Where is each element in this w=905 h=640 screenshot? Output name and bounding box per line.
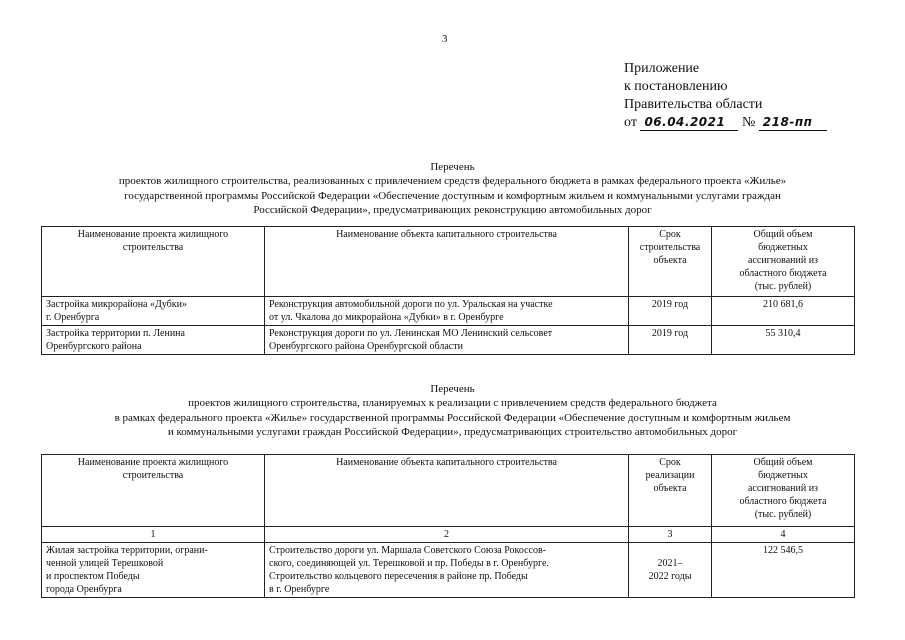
section2-title-line: в рамках федерального проекта «Жилье» государственной программы Российской Федерации «Обеспечение доступным и комфортным жильем <box>114 411 791 424</box>
cell-project: Застройка территории п. Ленина Оренбургского района <box>42 326 265 355</box>
column-number: 2 <box>265 527 629 543</box>
section2-heading: Перечень <box>430 383 475 395</box>
page-number: 3 <box>442 33 448 45</box>
cell-object: Реконструкция автомобильной дороги по ул. Уральская на участке от ул. Чкалова до микрорайона «Дубки» в г. Оренбурге <box>265 297 629 326</box>
cell-term: 2019 год <box>629 326 712 355</box>
table-row <box>42 297 855 326</box>
column-number: 1 <box>42 527 265 543</box>
column-header-project: Наименование проекта жилищного строительства <box>42 227 265 297</box>
column-number-row <box>42 527 855 543</box>
approval-date-line <box>624 114 827 132</box>
column-header-object: Наименование объекта капитального строительства <box>265 227 629 297</box>
section2-table <box>41 454 855 598</box>
approval-number: 218-пп <box>759 115 827 131</box>
column-header-object: Наименование объекта капитального строительства <box>265 455 629 527</box>
section1-heading: Перечень <box>430 161 475 173</box>
column-header-term: Срок реализации объекта <box>629 455 712 527</box>
section2-title <box>20 382 885 439</box>
column-header-term: Срок строительства объекта <box>629 227 712 297</box>
cell-amount: 210 681,6 <box>712 297 855 326</box>
cell-object: Реконструкция дороги по ул. Ленинская МО Ленинский сельсовет Оренбургского района Оренбургской области <box>265 326 629 355</box>
cell-project: Застройка микрорайона «Дубки» г. Оренбурга <box>42 297 265 326</box>
section1-title-line: проектов жилищного строительства, реализованных с привлечением средств федерального бюджета в рамках федерального проекта «Жилье» <box>118 175 787 188</box>
cell-amount: 122 546,5 <box>712 543 855 598</box>
section1-title <box>20 160 885 217</box>
approval-line-3: Правительства области <box>624 96 763 112</box>
cell-term: 2021– 2022 годы <box>629 543 712 598</box>
section1-title-line: государственной программы Российской Федерации «Обеспечение доступным и комфортным жильем и коммунальными услугами граждан <box>124 189 781 202</box>
table-row <box>42 326 855 355</box>
column-header-amount: Общий объем бюджетных ассигнований из областного бюджета (тыс. рублей) <box>712 227 855 297</box>
approval-line-1: Приложение <box>624 61 700 76</box>
table-row <box>42 543 855 598</box>
section1-title-line: Российской Федерации», предусматривающих реконструкцию автомобильных дорог <box>253 203 652 216</box>
approval-number-prefix: № <box>741 114 756 130</box>
section2-title-line: проектов жилищного строительства, планируемых к реализации с привлечением средств федерального бюджета <box>188 397 717 410</box>
approval-stamp <box>624 60 827 132</box>
table-header-row <box>42 455 855 527</box>
cell-object: Строительство дороги ул. Маршала Советского Союза Рокоссов- ского, соединяющей ул. Терешковой и пр. Победы в г. Оренбурге. Строительство кольцевого пересечения в районе пр. Победы в г. Оренбурге <box>265 543 629 598</box>
column-number: 3 <box>629 527 712 543</box>
cell-term: 2019 год <box>629 297 712 326</box>
table-header-row <box>42 227 855 297</box>
column-header-amount: Общий объем бюджетных ассигнований из областного бюджета (тыс. рублей) <box>712 455 855 527</box>
section1-table <box>41 226 855 355</box>
approval-from-prefix: от <box>624 114 637 130</box>
cell-project: Жилая застройка территории, ограни- ченной улицей Терешковой и проспектом Победы города Оренбурга <box>42 543 265 598</box>
column-header-project: Наименование проекта жилищного строительства <box>42 455 265 527</box>
column-number: 4 <box>712 527 855 543</box>
approval-date: 06.04.2021 <box>640 115 738 131</box>
cell-amount: 55 310,4 <box>712 326 855 355</box>
section2-title-line: и коммунальными услугами граждан Российской Федерации», предусматривающих строительство автомобильных дорог <box>167 425 738 438</box>
approval-line-2: к постановлению <box>624 78 728 94</box>
